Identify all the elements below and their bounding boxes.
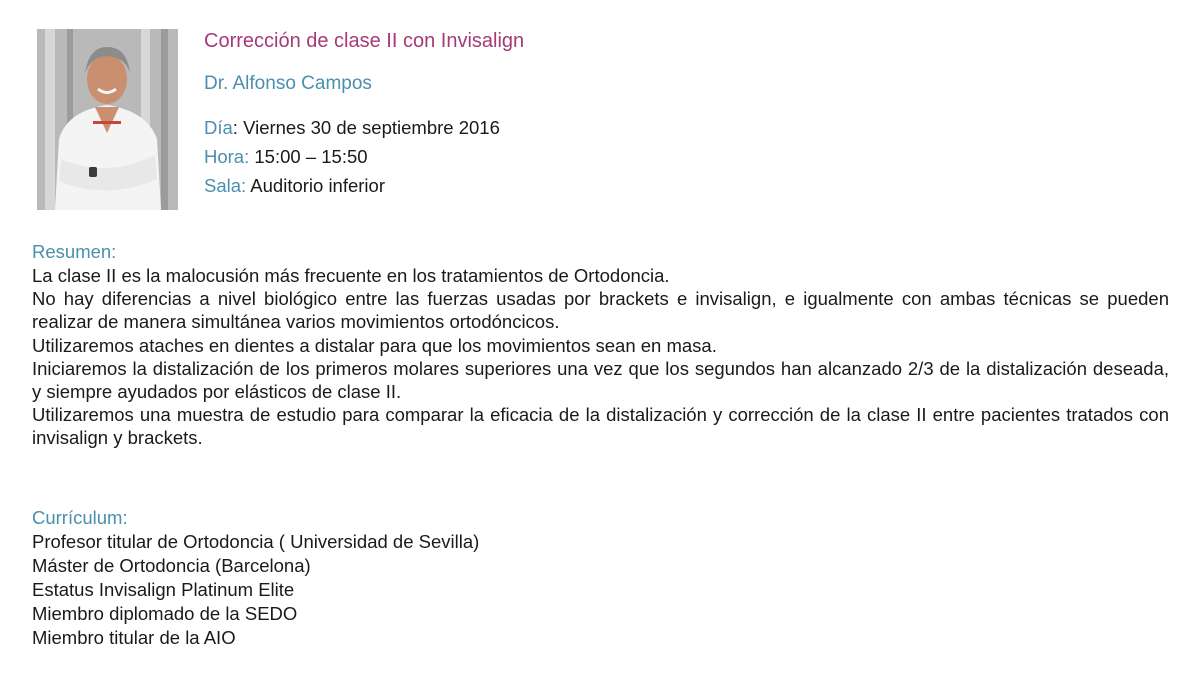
curriculum-list	[32, 530, 479, 650]
curriculum-item: Miembro titular de la AIO	[32, 627, 236, 648]
speaker-name: Dr. Alfonso Campos	[204, 73, 372, 94]
speaker-photo	[37, 29, 178, 210]
time-label: Hora:	[204, 146, 250, 167]
summary-paragraph: No hay diferencias a nivel biológico entre las fuerzas usadas por brackets e invisalign, e igualmente con ambas técnicas se pueden realizar de manera simultánea varios movimientos ortodóncicos.	[32, 288, 1169, 333]
talk-time	[204, 146, 368, 168]
day-value: : Viernes 30 de septiembre 2016	[232, 117, 500, 138]
day-label: Día	[204, 117, 233, 138]
room-value: Auditorio inferior	[246, 175, 385, 196]
summary-paragraph: La clase II es la malocusión más frecuente en los tratamientos de Ortodoncia.	[32, 265, 670, 286]
talk-room	[204, 175, 385, 197]
curriculum-item: Miembro diplomado de la SEDO	[32, 603, 298, 624]
talk-day	[204, 117, 500, 139]
curriculum-item: Profesor titular de Ortodoncia ( Universidad de Sevilla)	[32, 531, 480, 552]
curriculum-item: Estatus Invisalign Platinum Elite	[32, 579, 295, 600]
room-label: Sala:	[204, 175, 247, 196]
curriculum-heading: Currículum:	[32, 507, 128, 528]
talk-title: Corrección de clase II con Invisalign	[204, 30, 525, 52]
summary-heading: Resumen:	[32, 241, 117, 262]
summary-paragraph: Utilizaremos ataches en dientes a distalar para que los movimientos sean en masa.	[32, 334, 717, 356]
summary-body	[32, 264, 1169, 450]
curriculum-item: Máster de Ortodoncia (Barcelona)	[32, 555, 311, 576]
summary-paragraph: Utilizaremos una muestra de estudio para comparar la eficacia de la distalización y corrección de la clase II entre pacientes tratados con invisalign y brackets.	[32, 404, 1169, 449]
time-value: 15:00 – 15:50	[249, 146, 368, 167]
summary-paragraph: Iniciaremos la distalización de los primeros molares superiores una vez que los segundos han alcanzado 2/3 de la distalización deseada, y siempre ayudados por elásticos de clase II.	[32, 357, 1169, 403]
